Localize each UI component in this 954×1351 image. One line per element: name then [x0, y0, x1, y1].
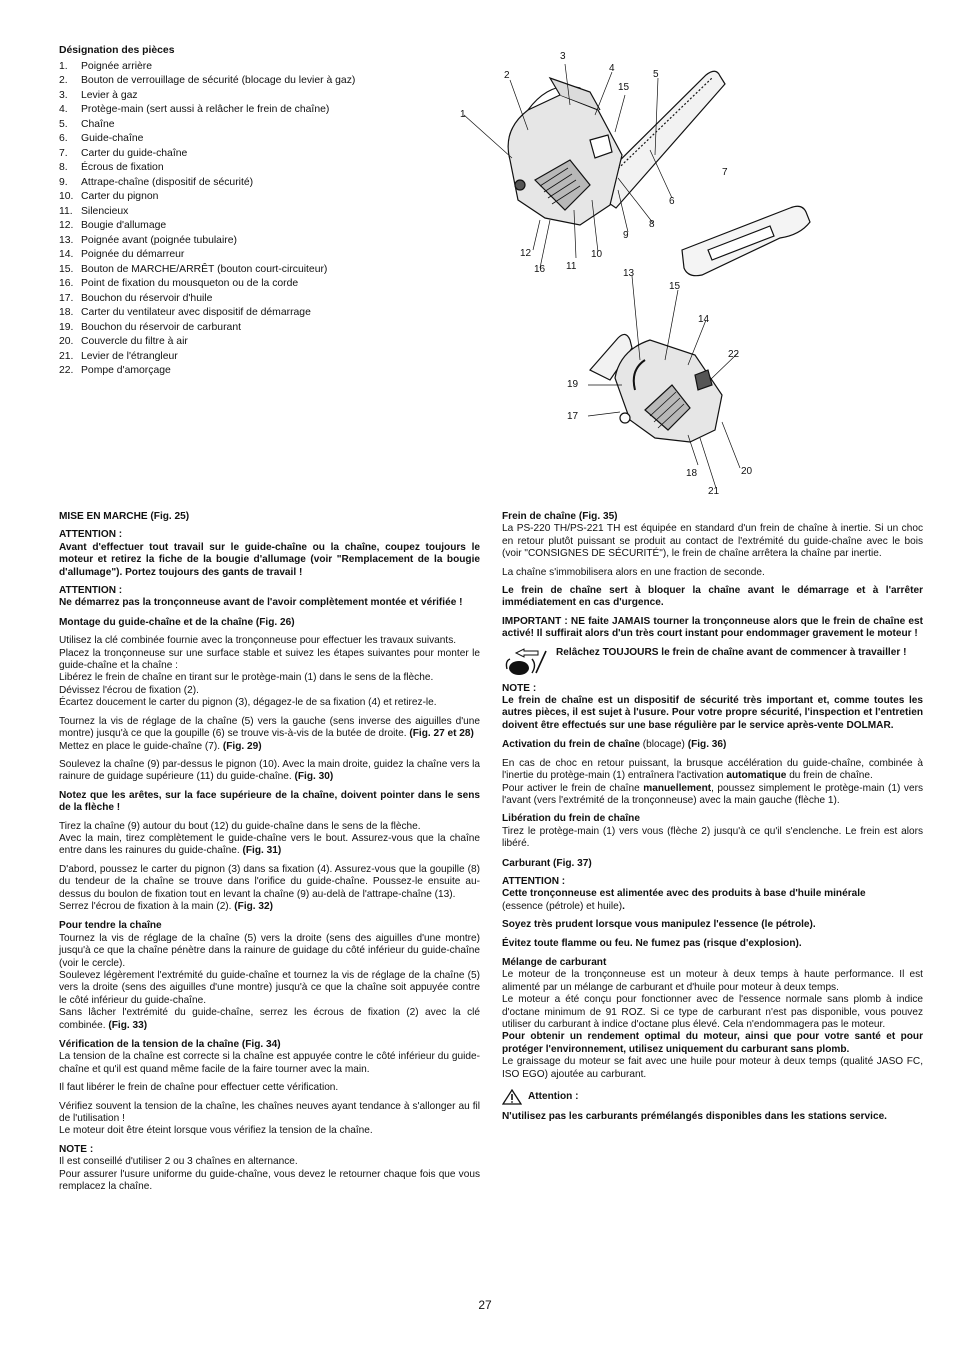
- parts-list-item: [59, 292, 459, 307]
- callout-22: 22: [728, 349, 740, 360]
- paragraph: Soulevez légèrement l'extrémité du guide-chaîne et tournez la vis de réglage de la chaîne (5) vers la droite (sens des aiguilles d'une montre) jusqu'à ce que la chaîne soit appuyée contre le côté inférieur du guide-chaîne.: [59, 970, 480, 1006]
- paragraph: Libérez le frein de chaîne en tirant sur le protège-main (1) dans le sens de la flèche.: [59, 672, 434, 684]
- parts-item-label: Carter du ventilateur avec dispositif de démarrage: [81, 307, 311, 318]
- paragraph: [502, 758, 923, 783]
- heading-mix: Mélange de carburant: [502, 956, 607, 968]
- callout-8: 8: [649, 219, 655, 230]
- paragraph: D'abord, poussez le carter du pignon (3) dans sa fixation (4). Assurez-vous que la goupille (8) du tendeur de la chaîne se trouve dans l'orifice du guide-chaîne. Poussez-le ensuite au-dessus du boulon de fixation tout en levant la chaîne (9) au-delà de l'attrape-chaîne (13).: [59, 863, 480, 900]
- heading-mount: Montage du guide-chaîne et de la chaîne (Fig. 26): [59, 616, 295, 628]
- parts-items: [59, 60, 459, 379]
- callout-15-bottom: 15: [669, 281, 681, 292]
- heading-fuel: Carburant (Fig. 37): [502, 857, 592, 869]
- callout-4: 4: [609, 63, 615, 74]
- paragraph: Tournez la vis de réglage de la chaîne (5) vers la droite (sens des aiguilles d'une montre) jusqu'à ce que la chaîne pénètre dans la rainure de guidage du côté inférieur du guide-chaîne (voir le cercle).: [59, 932, 480, 969]
- parts-item-number: 21.: [59, 350, 74, 362]
- chain-brake-release-icon: [502, 647, 548, 677]
- parts-item-number: 20.: [59, 336, 74, 347]
- figure-ref: (Fig. 32): [234, 900, 273, 912]
- attention-label-2: ATTENTION :: [59, 585, 123, 597]
- paragraph: Cette tronçonneuse est alimentée avec des produits à base d'huile minérale (essence (pétrole) et huile).: [502, 888, 866, 912]
- paragraph: [502, 783, 923, 808]
- parts-item-label: Bouton de MARCHE/ARRÊT (bouton court-circuiteur): [81, 263, 328, 275]
- callout-9: 9: [623, 230, 629, 241]
- parts-item-number: 19.: [59, 321, 74, 333]
- parts-list-item: [59, 321, 459, 336]
- attention-label: ATTENTION :: [502, 875, 566, 887]
- parts-list-item: [59, 74, 459, 89]
- figure-ref: (Fig. 27 et 28): [409, 728, 474, 740]
- left-column: [59, 511, 480, 1194]
- emphasis-paragraph: Notez que les arêtes, sur la face supérieure de la chaîne, doivent pointer dans le sens de la flèche !: [59, 789, 480, 814]
- parts-item-label: Attrape-chaîne (dispositif de sécurité): [81, 176, 254, 188]
- parts-item-number: 3.: [59, 89, 68, 101]
- warning-triangle-icon: [502, 1089, 522, 1105]
- parts-item-number: 9.: [59, 176, 68, 188]
- callout-20: 20: [741, 466, 753, 477]
- parts-item-number: 10.: [59, 191, 74, 202]
- parts-item-label: Pompe d'amorçage: [81, 365, 171, 376]
- paragraph-text: En cas de choc en retour puissant, la brusque accélération du guide-chaîne, combinée à l'inertie du protège-main (1) entraînera l'activation: [502, 757, 923, 782]
- parts-item-number: 18.: [59, 307, 74, 318]
- parts-list-item: [59, 89, 459, 104]
- parts-item-number: 5.: [59, 118, 68, 130]
- paragraph: [59, 833, 480, 858]
- paragraph: Vérifiez souvent la tension de la chaîne, les chaînes neuves ayant tendance à s'allonger au fil de l'utilisation !: [59, 1100, 480, 1125]
- paragraph: Tirez le protège-main (1) vers vous (flèche 2) jusqu'à ce qu'il s'enclenche. Le frein est alors libéré.: [502, 825, 923, 850]
- brake-release-notice: [502, 647, 923, 677]
- important-paragraph: IMPORTANT : NE faite JAMAIS tourner la tronçonneuse alors que le frein de chaîne est activé! Il suffirait alors d'un très court instant pour endommager gravement le moteur !: [502, 615, 923, 640]
- heading-activation-text: Activation du frein de chaîne: [502, 739, 640, 751]
- paragraph: Utilisez la clé combinée fournie avec la tronçonneuse pour effectuer les travaux suivants.: [59, 635, 457, 647]
- parts-item-number: 15.: [59, 263, 74, 275]
- paragraph: Écartez doucement le carter du pignon (3), dégagez-le de sa fixation (4) et retirez-le.: [59, 697, 437, 709]
- note-label: NOTE :: [59, 1143, 94, 1155]
- emphasis-paragraph: Pour obtenir un rendement optimal du moteur, ainsi que pour votre santé et pour protéger l'environnement, utilisez uniquement du carburant sans plomb.: [502, 1031, 923, 1055]
- parts-list-item: [59, 263, 459, 278]
- figure-ref: (Fig. 33): [108, 1019, 148, 1031]
- paragraph: Dévissez l'écrou de fixation (2).: [59, 684, 199, 696]
- right-column: [502, 511, 923, 1123]
- emphasis-paragraph: N'utilisez pas les carburants prémélangés disponibles dans les stations service.: [502, 1111, 887, 1123]
- parts-item-number: 7.: [59, 147, 68, 159]
- parts-list-item: [59, 350, 459, 365]
- paragraph-text: Avec la main, tirez complètement le guide-chaîne vers le bout. Assurez-vous que la chaîne entre dans les rainures du guide-chaîne.: [59, 832, 480, 857]
- parts-list-item: [59, 248, 459, 263]
- page-number: 27: [478, 1298, 492, 1312]
- parts-list-item: [59, 147, 459, 162]
- parts-item-label: Levier de l'étrangleur: [81, 350, 178, 362]
- paragraph: Tirez la chaîne (9) autour du bout (12) du guide-chaîne dans le sens de la flèche.: [59, 820, 421, 832]
- heading-brake: Frein de chaîne (Fig. 35): [502, 511, 618, 522]
- callout-5: 5: [653, 69, 659, 80]
- parts-list-title: Désignation des pièces: [59, 45, 175, 56]
- paragraph-text: (essence (pétrole) et huile): [502, 900, 623, 912]
- paragraph-text: du frein de chaîne.: [789, 770, 873, 782]
- parts-item-number: 16.: [59, 278, 74, 289]
- parts-list-item: [59, 176, 459, 191]
- parts-item-label: Point de fixation du mousqueton ou de la corde: [81, 278, 299, 289]
- parts-list-item: [59, 161, 459, 176]
- parts-list-item: [59, 118, 459, 133]
- parts-list-item: [59, 219, 459, 234]
- parts-item-label: Poignée avant (poignée tubulaire): [81, 234, 237, 246]
- callout-16: 16: [534, 264, 546, 275]
- paragraph: Le graissage du moteur se fait avec une huile pour moteur à deux temps (qualité JASO FC, ISO EGO) ajoutée au carburant.: [502, 1056, 923, 1080]
- paragraph: La chaîne s'immobilisera alors en une fraction de seconde.: [502, 566, 765, 578]
- parts-list-item: [59, 234, 459, 249]
- heading-check: Vérification de la tension de la chaîne (Fig. 34): [59, 1039, 281, 1051]
- heading-activation-paren: (blocage): [642, 739, 685, 751]
- parts-list-item: [59, 306, 459, 321]
- callout-19: 19: [567, 379, 579, 390]
- callout-1: 1: [460, 109, 466, 120]
- callout-14: 14: [698, 314, 710, 325]
- parts-item-label: Silencieux: [81, 205, 129, 217]
- brake-release-text: Relâchez TOUJOURS le frein de chaîne avant de commencer à travailler !: [556, 646, 907, 658]
- parts-list-item: [59, 190, 459, 205]
- parts-item-number: 11.: [59, 205, 73, 217]
- heading-activation: [502, 739, 923, 751]
- parts-list-item: [59, 103, 459, 118]
- heading-tension: Pour tendre la chaîne: [59, 920, 162, 932]
- callout-15-top: 15: [618, 82, 630, 93]
- paragraph: [59, 901, 480, 913]
- parts-item-number: 2.: [59, 75, 68, 86]
- parts-list-item: [59, 60, 459, 75]
- figure-ref: (Fig. 30): [294, 771, 334, 783]
- paragraph-text: Mettez en place le guide-chaîne (7).: [59, 740, 221, 752]
- paragraph: [59, 759, 480, 784]
- parts-item-number: 14.: [59, 249, 74, 260]
- paragraph-text: Pour activer le frein de chaîne: [502, 782, 640, 794]
- paragraph: La tension de la chaîne est correcte si la chaîne est appuyée contre le côté inférieur du guide-chaîne et qu'il est quand même facile de la faire tourner avec la main.: [59, 1051, 480, 1075]
- paragraph-text: Tournez la vis de réglage de la chaîne (5) vers la gauche (sens inverse des aiguilles d'une montre) jusqu'à ce que la goupille (6) se trouve vis-à-vis de la butée de droite.: [59, 715, 480, 740]
- heading-start: MISE EN MARCHE (Fig. 25): [59, 511, 190, 522]
- parts-item-number: 4.: [59, 104, 68, 115]
- paragraph: Le moteur doit être éteint lorsque vous vérifiez la tension de la chaîne.: [59, 1125, 373, 1137]
- parts-item-label: Bouchon du réservoir de carburant: [81, 321, 241, 333]
- parts-item-label: Bouton de verrouillage de sécurité (blocage du levier à gaz): [81, 75, 356, 86]
- parts-item-number: 13.: [59, 234, 74, 246]
- paragraph-text: Sans lâcher l'extrémité du guide-chaîne, serrez les écrous de fixation (2) avec la clé combinée.: [59, 1007, 480, 1031]
- note-paragraph: Le frein de chaîne est un dispositif de sécurité très important et, comme toutes les autres pièces, il est sujet à l'usure. Pour votre propre sécurité, l'inspection et l'entretien doivent être effectués sur une base régulière par le service après-vente DOLMAR.: [502, 695, 923, 731]
- callout-7: 7: [722, 167, 728, 178]
- attention-notice: [502, 1089, 923, 1105]
- attention-label-1: ATTENTION :: [59, 529, 123, 541]
- parts-item-number: 6.: [59, 133, 68, 144]
- emphasis-text: Cette tronçonneuse est alimentée avec des produits à base d'huile minérale: [502, 888, 866, 900]
- paragraph: Le moteur a été conçu pour fonctionner avec de l'essence normale sans plomb à indice d'octane minimum de 91 ROZ. Si ce type de carburant n'est pas disponible, vous pouvez utiliser du carburant à indice d'octane plus élevé. Cela n'endommagera pas le moteur.: [502, 994, 923, 1030]
- parts-list-item: [59, 132, 459, 147]
- parts-item-label: Protège-main (sert aussi à relâcher le frein de chaîne): [81, 104, 330, 115]
- callout-18: 18: [686, 468, 698, 479]
- paragraph: Le moteur de la tronçonneuse est un moteur à deux temps à haute performance. Il est alimenté par un mélange de carburant et d'huile pour moteur à deux temps.: [502, 969, 923, 993]
- paragraph-text: Soulevez la chaîne (9) par-dessus le pignon (10). Avec la main droite, guidez la chaîne vers la rainure de guidage supérieure (11) du guide-chaîne.: [59, 758, 480, 783]
- heading-activation-ref: (Fig. 36): [687, 739, 727, 751]
- note-label: NOTE :: [502, 682, 537, 694]
- paragraph: [59, 741, 480, 753]
- paragraph: Pour assurer l'usure uniforme du guide-chaîne, vous devez le retourner chaque fois que vous remplacez la chaîne.: [59, 1168, 480, 1193]
- attention-text-1: Avant d'effectuer tout travail sur le guide-chaîne ou la chaîne, coupez toujours le moteur et retirez la fiche de la bougie d'allumage (voir "Remplacement de la bougie d'allumage"). Portez toujours des gants de travail !: [59, 541, 480, 578]
- heading-release: Libération du frein de chaîne: [502, 813, 640, 825]
- parts-list-item: [59, 205, 459, 220]
- parts-item-label: Guide-chaîne: [81, 133, 144, 144]
- callout-12: 12: [520, 248, 532, 259]
- figure-ref: (Fig. 29): [222, 740, 262, 752]
- parts-item-label: Écrous de fixation: [81, 162, 164, 173]
- attention-text-2: Ne démarrez pas la tronçonneuse avant de l'avoir complètement montée et vérifiée !: [59, 597, 463, 609]
- callout-10: 10: [591, 249, 603, 260]
- parts-item-label: Couvercle du filtre à air: [81, 336, 188, 347]
- paragraph: [59, 716, 480, 741]
- callout-3: 3: [560, 51, 566, 62]
- parts-item-number: 17.: [59, 292, 74, 304]
- chainsaw-figure: [440, 40, 940, 500]
- paragraph-text: Serrez l'écrou de fixation à la main (2).: [59, 900, 232, 912]
- paragraph: [59, 1007, 480, 1032]
- parts-item-label: Poignée arrière: [81, 60, 153, 72]
- callout-11: 11: [566, 261, 577, 272]
- paragraph: Placez la tronçonneuse sur une surface stable et suivez les étapes suivantes pour monter le guide-chaîne et la chaîne :: [59, 647, 480, 672]
- chainsaw-top-illustration: [464, 64, 810, 488]
- parts-list-item: [59, 277, 459, 292]
- parts-list-item: [59, 335, 459, 350]
- callout-2: 2: [504, 70, 510, 81]
- callout-21: 21: [708, 486, 720, 497]
- callout-6: 6: [669, 196, 675, 207]
- callout-17: 17: [567, 411, 579, 422]
- emphasis-paragraph: Soyez très prudent lorsque vous manipulez l'essence (le pétrole).: [502, 919, 816, 931]
- figure-ref: (Fig. 31): [242, 845, 282, 857]
- paragraph-text: , poussez simplement le protège-main (1) vers l'avant (vers l'extrémité de la tronçonneuse) avec la main gauche (flèche 1).: [502, 782, 923, 806]
- emphasis-paragraph: Évitez toute flamme ou feu. Ne fumez pas (risque d'explosion).: [502, 937, 802, 949]
- emphasis-word: manuellement: [643, 782, 712, 794]
- parts-item-label: Levier à gaz: [81, 89, 138, 101]
- parts-item-label: Carter du guide-chaîne: [81, 147, 188, 159]
- parts-item-label: Carter du pignon: [81, 191, 159, 202]
- parts-item-number: 12.: [59, 220, 74, 231]
- attention-label: Attention :: [528, 1090, 579, 1102]
- callout-13: 13: [623, 268, 635, 279]
- parts-item-label: Bougie d'allumage: [81, 220, 167, 231]
- parts-item-number: 1.: [59, 60, 68, 72]
- paragraph: Il faut libérer le frein de chaîne pour effectuer cette vérification.: [59, 1082, 339, 1094]
- paragraph: Il est conseillé d'utiliser 2 ou 3 chaînes en alternance.: [59, 1156, 298, 1168]
- paragraph: La PS-220 TH/PS-221 TH est équipée en standard d'un frein de chaîne à inertie. Si un choc en retour plutôt puissant se produit au contact de l'extrémité du guide-chaîne avec le bois (voir "CONSIGNES DE SÉCURITÉ"), le frein de chaîne arrêtera la chaîne par inertie.: [502, 523, 923, 560]
- parts-list: [59, 44, 459, 379]
- emphasis-paragraph: Le frein de chaîne sert à bloquer la chaîne avant le démarrage et à l'arrêter immédiatement en cas d'urgence.: [502, 585, 923, 609]
- parts-list-item: [59, 364, 459, 379]
- emphasis-word: automatique: [726, 770, 787, 782]
- parts-item-label: Poignée du démarreur: [81, 249, 185, 260]
- parts-item-number: 8.: [59, 162, 68, 173]
- parts-item-label: Bouchon du réservoir d'huile: [81, 292, 213, 304]
- parts-item-label: Chaîne: [81, 118, 115, 130]
- parts-item-number: 22.: [59, 365, 74, 376]
